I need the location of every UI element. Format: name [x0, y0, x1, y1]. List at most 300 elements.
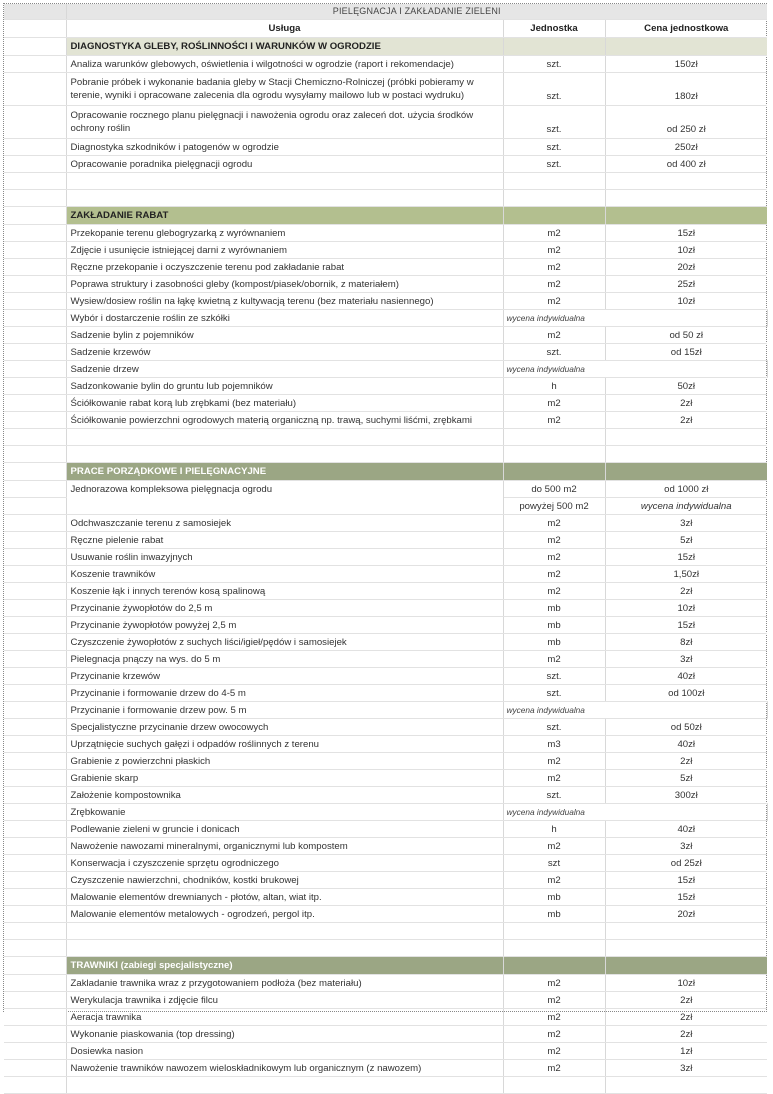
- row-gutter: [4, 361, 66, 378]
- service-name: Pobranie próbek i wykonanie badania gleby w Stacji Chemiczno-Rolniczej (próbki pobieramy w terenie, wyniki i opracowane zalecenia dla ogrodu wysyłamy mailowo lub w postaci wydruku): [66, 73, 503, 106]
- price-cell: 10zł: [605, 600, 767, 617]
- row-gutter: [4, 736, 66, 753]
- price-cell: 2zł: [605, 753, 767, 770]
- empty-cell: [66, 173, 503, 190]
- table-row: [4, 975, 767, 992]
- row-gutter: [4, 583, 66, 600]
- unit-cell: m2: [503, 242, 605, 259]
- table-row: [4, 634, 767, 651]
- price-cell: 1,50zł: [605, 566, 767, 583]
- row-gutter: [4, 855, 66, 872]
- table-row: [4, 685, 767, 702]
- empty-cell: [605, 923, 767, 940]
- table-row: [4, 378, 767, 395]
- service-name: Koszenie trawników: [66, 566, 503, 583]
- service-name: Przycinanie krzewów: [66, 668, 503, 685]
- table-row: [4, 838, 767, 855]
- price-cell: 20zł: [605, 259, 767, 276]
- table-row: [4, 583, 767, 600]
- service-name: Ściółkowanie powierzchni ogrodowych materią organiczną np. trawą, suchymi liśćmi, zrębkami: [66, 412, 503, 429]
- empty-cell: [605, 173, 767, 190]
- unit-cell: m2: [503, 583, 605, 600]
- price-cell: 8zł: [605, 634, 767, 651]
- individual-pricing-note: wycena indywidualna: [503, 804, 767, 821]
- row-gutter: [4, 975, 66, 992]
- section-unit-cell: [503, 38, 605, 56]
- row-gutter: [4, 804, 66, 821]
- section-header: [4, 957, 767, 975]
- empty-cell: [66, 923, 503, 940]
- unit-cell: m2: [503, 838, 605, 855]
- row-gutter: [4, 106, 66, 139]
- service-name: Sadzonkowanie bylin do gruntu lub pojemników: [66, 378, 503, 395]
- price-cell: 2zł: [605, 1026, 767, 1043]
- table-row: [4, 73, 767, 106]
- price-cell: od 50zł: [605, 719, 767, 736]
- table-row: [4, 481, 767, 498]
- empty-cell: [66, 190, 503, 207]
- row-gutter: [4, 566, 66, 583]
- price-cell: 2zł: [605, 992, 767, 1009]
- price-cell: 15zł: [605, 225, 767, 242]
- service-name: Czyszczenie żywopłotów z suchych liści/igieł/pędów i samosiejek: [66, 634, 503, 651]
- unit-cell: szt.: [503, 56, 605, 73]
- row-gutter: [4, 378, 66, 395]
- empty-cell: [503, 429, 605, 446]
- service-name: Przekopanie terenu glebogryzarką z wyrównaniem: [66, 225, 503, 242]
- empty-cell: [66, 446, 503, 463]
- unit-cell: m2: [503, 770, 605, 787]
- table-row: [4, 770, 767, 787]
- table-row: [4, 259, 767, 276]
- service-name: Grabienie skarp: [66, 770, 503, 787]
- price-cell: 15zł: [605, 617, 767, 634]
- row-gutter: [4, 549, 66, 566]
- unit-cell: m2: [503, 259, 605, 276]
- table-row: [4, 139, 767, 156]
- unit-cell: h: [503, 378, 605, 395]
- section-title: TRAWNIKI (zabiegi specjalistyczne): [66, 957, 503, 975]
- service-name: Jednorazowa kompleksowa pielęgnacja ogrodu: [66, 481, 503, 515]
- blank-row: [4, 923, 767, 940]
- blank-row: [4, 429, 767, 446]
- unit-cell: m2: [503, 395, 605, 412]
- price-cell: 40zł: [605, 736, 767, 753]
- row-gutter: [4, 617, 66, 634]
- row-gutter: [4, 940, 66, 957]
- row-gutter: [4, 293, 66, 310]
- column-header-service: Usługa: [66, 20, 503, 38]
- service-name: Usuwanie roślin inwazyjnych: [66, 549, 503, 566]
- service-name: Specjalistyczne przycinanie drzew owocowych: [66, 719, 503, 736]
- table-row: [4, 566, 767, 583]
- empty-cell: [66, 1077, 503, 1094]
- table-row: [4, 515, 767, 532]
- price-cell: 2zł: [605, 412, 767, 429]
- table-row: [4, 276, 767, 293]
- price-cell: 250zł: [605, 139, 767, 156]
- unit-cell: mb: [503, 600, 605, 617]
- table-row: [4, 156, 767, 173]
- section-price-cell: [605, 463, 767, 481]
- price-cell: 40zł: [605, 821, 767, 838]
- row-gutter: [4, 498, 66, 515]
- price-cell: 10zł: [605, 242, 767, 259]
- table-row: [4, 344, 767, 361]
- row-gutter: [4, 923, 66, 940]
- row-gutter: [4, 225, 66, 242]
- price-cell: 180zł: [605, 73, 767, 106]
- section-price-cell: [605, 207, 767, 225]
- row-gutter: [4, 429, 66, 446]
- table-row: [4, 906, 767, 923]
- unit-cell: szt: [503, 855, 605, 872]
- row-gutter: [4, 600, 66, 617]
- blank-row: [4, 173, 767, 190]
- row-gutter: [4, 38, 66, 56]
- section-header: [4, 207, 767, 225]
- section-title: ZAKŁADANIE RABAT: [66, 207, 503, 225]
- price-cell: od 250 zł: [605, 106, 767, 139]
- price-cell: 3zł: [605, 651, 767, 668]
- table-row: [4, 736, 767, 753]
- service-name: Malowanie elementów drewnianych - płotów, altan, wiat itp.: [66, 889, 503, 906]
- unit-cell: m3: [503, 736, 605, 753]
- table-row: [4, 787, 767, 804]
- table-row: [4, 1043, 767, 1060]
- row-gutter: [4, 1026, 66, 1043]
- unit-cell: m2: [503, 549, 605, 566]
- service-name: Wybór i dostarczenie roślin ze szkółki: [66, 310, 503, 327]
- price-table: [4, 4, 768, 1094]
- row-gutter: [4, 4, 66, 20]
- section-unit-cell: [503, 207, 605, 225]
- service-name: Analiza warunków glebowych, oświetlenia i wilgotności w ogrodzie (raport i rekomendacje): [66, 56, 503, 73]
- unit-cell: powyżej 500 m2: [503, 498, 605, 515]
- service-name: Sadzenie bylin z pojemników: [66, 327, 503, 344]
- unit-cell: m2: [503, 276, 605, 293]
- row-gutter: [4, 838, 66, 855]
- table-row: [4, 56, 767, 73]
- price-cell: 3zł: [605, 515, 767, 532]
- row-gutter: [4, 190, 66, 207]
- empty-cell: [605, 190, 767, 207]
- row-gutter: [4, 872, 66, 889]
- unit-cell: m2: [503, 1060, 605, 1077]
- individual-pricing-note: wycena indywidualna: [503, 702, 767, 719]
- empty-cell: [503, 923, 605, 940]
- table-row: [4, 889, 767, 906]
- row-gutter: [4, 481, 66, 498]
- price-cell: od 400 zł: [605, 156, 767, 173]
- row-gutter: [4, 395, 66, 412]
- price-cell: 3zł: [605, 838, 767, 855]
- title-row: [4, 4, 767, 20]
- column-header-row: [4, 20, 767, 38]
- unit-cell: do 500 m2: [503, 481, 605, 498]
- blank-row: [4, 190, 767, 207]
- service-name: Ręczne przekopanie i oczyszczenie terenu pod zakładanie rabat: [66, 259, 503, 276]
- unit-cell: mb: [503, 906, 605, 923]
- unit-cell: m2: [503, 515, 605, 532]
- table-row: [4, 651, 767, 668]
- unit-cell: m2: [503, 566, 605, 583]
- empty-cell: [66, 940, 503, 957]
- service-name: Pielegnacja pnączy na wys. do 5 m: [66, 651, 503, 668]
- section-price-cell: [605, 957, 767, 975]
- row-gutter: [4, 515, 66, 532]
- individual-pricing-note: wycena indywidualna: [503, 310, 767, 327]
- price-cell: 20zł: [605, 906, 767, 923]
- row-gutter: [4, 702, 66, 719]
- table-row: [4, 242, 767, 259]
- price-cell: 10zł: [605, 293, 767, 310]
- row-gutter: [4, 889, 66, 906]
- unit-cell: szt.: [503, 787, 605, 804]
- table-row: [4, 549, 767, 566]
- service-name: Uprzątnięcie suchych gałęzi i odpadów roślinnych z terenu: [66, 736, 503, 753]
- empty-cell: [66, 429, 503, 446]
- row-gutter: [4, 310, 66, 327]
- row-gutter: [4, 787, 66, 804]
- section-title: DIAGNOSTYKA GLEBY, ROŚLINNOŚCI I WARUNKÓW W OGRODZIE: [66, 38, 503, 56]
- row-gutter: [4, 327, 66, 344]
- unit-cell: mb: [503, 617, 605, 634]
- blank-row: [4, 1077, 767, 1094]
- unit-cell: m2: [503, 412, 605, 429]
- price-list-sheet: [3, 3, 767, 1074]
- unit-cell: m2: [503, 225, 605, 242]
- unit-cell: h: [503, 821, 605, 838]
- unit-cell: m2: [503, 327, 605, 344]
- price-cell: 25zł: [605, 276, 767, 293]
- price-cell: 15zł: [605, 889, 767, 906]
- service-name: Czyszczenie nawierzchni, chodników, kostki brukowej: [66, 872, 503, 889]
- row-gutter: [4, 139, 66, 156]
- price-cell: 5zł: [605, 770, 767, 787]
- row-gutter: [4, 207, 66, 225]
- service-name: Poprawa struktury i zasobności gleby (kompost/piasek/obornik, z materiałem): [66, 276, 503, 293]
- column-header-price: Cena jednostkowa: [605, 20, 767, 38]
- unit-cell: m2: [503, 975, 605, 992]
- price-cell: 40zł: [605, 668, 767, 685]
- unit-cell: szt.: [503, 344, 605, 361]
- price-cell: 10zł: [605, 975, 767, 992]
- sheet-title: PIELĘGNACJA I ZAKŁADANIE ZIELENI: [66, 4, 767, 20]
- section-unit-cell: [503, 957, 605, 975]
- row-gutter: [4, 992, 66, 1009]
- service-name: Podlewanie zieleni w gruncie i donicach: [66, 821, 503, 838]
- service-name: Założenie kompostownika: [66, 787, 503, 804]
- row-gutter: [4, 532, 66, 549]
- service-name: Przycinanie i formowanie drzew do 4-5 m: [66, 685, 503, 702]
- price-cell: 150zł: [605, 56, 767, 73]
- unit-cell: m2: [503, 293, 605, 310]
- price-cell: od 25zł: [605, 855, 767, 872]
- service-name: Grabienie z powierzchni płaskich: [66, 753, 503, 770]
- row-gutter: [4, 344, 66, 361]
- service-name: Przycinanie żywopłotów do 2,5 m: [66, 600, 503, 617]
- row-gutter: [4, 1077, 66, 1094]
- row-gutter: [4, 446, 66, 463]
- row-gutter: [4, 821, 66, 838]
- row-gutter: [4, 156, 66, 173]
- service-name: Odchwaszczanie terenu z samosiejek: [66, 515, 503, 532]
- service-name: Diagnostyka szkodników i patogenów w ogrodzie: [66, 139, 503, 156]
- service-name: Dosiewka nasion: [66, 1043, 503, 1060]
- section-price-cell: [605, 38, 767, 56]
- service-name: Zrębkowanie: [66, 804, 503, 821]
- blank-row: [4, 940, 767, 957]
- table-row: [4, 412, 767, 429]
- row-gutter: [4, 173, 66, 190]
- service-name: Opracowanie rocznego planu pielęgnacji i nawożenia ogrodu oraz zaleceń dot. użycia środków ochrony roślin: [66, 106, 503, 139]
- price-cell: od 100zł: [605, 685, 767, 702]
- service-name: Koszenie łąk i innych terenów kosą spalinową: [66, 583, 503, 600]
- unit-cell: m2: [503, 1026, 605, 1043]
- table-row: [4, 753, 767, 770]
- section-unit-cell: [503, 463, 605, 481]
- price-cell: od 15zł: [605, 344, 767, 361]
- row-gutter: [4, 73, 66, 106]
- service-name: Zdjęcie i usunięcie istniejącej darni z wyrównaniem: [66, 242, 503, 259]
- service-name: Zakladanie trawnika wraz z przygotowaniem podłoża (bez materiału): [66, 975, 503, 992]
- table-row: [4, 532, 767, 549]
- row-gutter: [4, 56, 66, 73]
- table-row: [4, 617, 767, 634]
- price-cell: 15zł: [605, 549, 767, 566]
- unit-cell: m2: [503, 1043, 605, 1060]
- table-row: [4, 702, 767, 719]
- empty-cell: [503, 1077, 605, 1094]
- service-name: Nawożenie trawników nawozem wieloskładnikowym lub organicznym (z nawozem): [66, 1060, 503, 1077]
- service-name: Sadzenie krzewów: [66, 344, 503, 361]
- table-row: [4, 992, 767, 1009]
- row-gutter: [4, 770, 66, 787]
- section-header: [4, 463, 767, 481]
- table-row: [4, 872, 767, 889]
- row-gutter: [4, 719, 66, 736]
- table-row: [4, 327, 767, 344]
- price-cell: 2zł: [605, 583, 767, 600]
- table-row: [4, 310, 767, 327]
- price-cell: 50zł: [605, 378, 767, 395]
- unit-cell: mb: [503, 634, 605, 651]
- individual-pricing-note: wycena indywidualna: [503, 361, 767, 378]
- section-header: [4, 38, 767, 56]
- service-name: Werykulacja trawnika i zdjęcie filcu: [66, 992, 503, 1009]
- table-row: [4, 821, 767, 838]
- row-gutter: [4, 1060, 66, 1077]
- empty-cell: [503, 173, 605, 190]
- price-cell: od 50 zł: [605, 327, 767, 344]
- price-cell: 3zł: [605, 1060, 767, 1077]
- unit-cell: szt.: [503, 685, 605, 702]
- table-row: [4, 804, 767, 821]
- unit-cell: m2: [503, 651, 605, 668]
- table-row: [4, 1060, 767, 1077]
- section-title: PRACE PORZĄDKOWE I PIELĘGNACYJNE: [66, 463, 503, 481]
- price-cell: od 1000 zł: [605, 481, 767, 498]
- service-name: Wysiew/dosiew roślin na łąkę kwietną z kultywacją terenu (bez materiału nasiennego): [66, 293, 503, 310]
- empty-cell: [605, 1077, 767, 1094]
- unit-cell: m2: [503, 753, 605, 770]
- row-gutter: [4, 685, 66, 702]
- unit-cell: szt.: [503, 668, 605, 685]
- unit-cell: m2: [503, 992, 605, 1009]
- unit-cell: m2: [503, 1009, 605, 1026]
- service-name: Przycinanie i formowanie drzew pow. 5 m: [66, 702, 503, 719]
- service-name: Opracowanie poradnika pielęgnacji ogrodu: [66, 156, 503, 173]
- row-gutter: [4, 668, 66, 685]
- service-name: Przycinanie żywopłotów powyżej 2,5 m: [66, 617, 503, 634]
- price-cell: 5zł: [605, 532, 767, 549]
- empty-cell: [605, 940, 767, 957]
- service-name: Ręczne pielenie rabat: [66, 532, 503, 549]
- table-row: [4, 395, 767, 412]
- table-row: [4, 361, 767, 378]
- unit-cell: mb: [503, 889, 605, 906]
- price-cell: 2zł: [605, 395, 767, 412]
- table-row: [4, 668, 767, 685]
- row-gutter: [4, 20, 66, 38]
- table-row: [4, 855, 767, 872]
- row-gutter: [4, 1043, 66, 1060]
- price-cell: 15zł: [605, 872, 767, 889]
- row-gutter: [4, 957, 66, 975]
- table-row: [4, 600, 767, 617]
- unit-cell: m2: [503, 872, 605, 889]
- price-cell: 2zł: [605, 1009, 767, 1026]
- blank-row: [4, 446, 767, 463]
- column-header-unit: Jednostka: [503, 20, 605, 38]
- empty-cell: [503, 190, 605, 207]
- price-cell: 300zł: [605, 787, 767, 804]
- table-row: [4, 719, 767, 736]
- service-name: Konserwacja i czyszczenie sprzętu ogrodniczego: [66, 855, 503, 872]
- service-name: Ściółkowanie rabat korą lub zrębkami (bez materiału): [66, 395, 503, 412]
- row-gutter: [4, 242, 66, 259]
- price-cell: wycena indywidualna: [605, 498, 767, 515]
- price-cell: 1zł: [605, 1043, 767, 1060]
- unit-cell: szt.: [503, 139, 605, 156]
- service-name: Malowanie elementów metalowych - ogrodzeń, pergol itp.: [66, 906, 503, 923]
- row-gutter: [4, 259, 66, 276]
- row-gutter: [4, 463, 66, 481]
- service-name: Sadzenie drzew: [66, 361, 503, 378]
- table-row: [4, 293, 767, 310]
- row-gutter: [4, 753, 66, 770]
- row-gutter: [4, 412, 66, 429]
- service-name: Nawożenie nawozami mineralnymi, organicznymi lub kompostem: [66, 838, 503, 855]
- row-gutter: [4, 276, 66, 293]
- unit-cell: szt.: [503, 73, 605, 106]
- unit-cell: szt.: [503, 156, 605, 173]
- table-row: [4, 225, 767, 242]
- row-gutter: [4, 634, 66, 651]
- empty-cell: [605, 446, 767, 463]
- unit-cell: m2: [503, 532, 605, 549]
- row-gutter: [4, 906, 66, 923]
- unit-cell: szt.: [503, 106, 605, 139]
- table-row: [4, 1026, 767, 1043]
- empty-cell: [503, 446, 605, 463]
- empty-cell: [503, 940, 605, 957]
- empty-cell: [605, 429, 767, 446]
- row-gutter: [4, 651, 66, 668]
- unit-cell: szt.: [503, 719, 605, 736]
- service-name: Wykonanie piaskowania (top dressing): [66, 1026, 503, 1043]
